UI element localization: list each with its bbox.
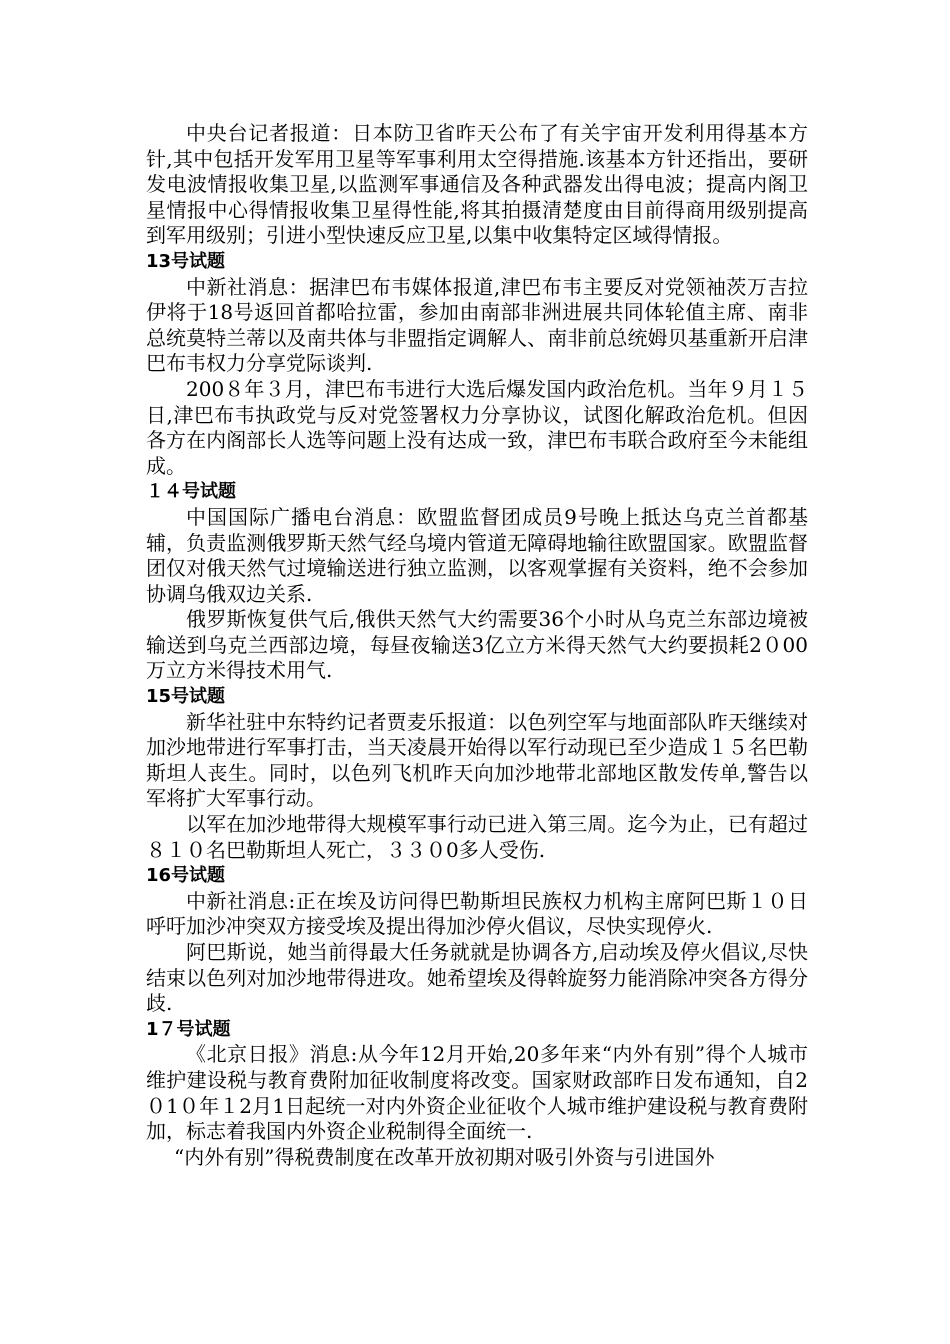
heading-question-16: 16号试题 <box>146 865 226 887</box>
paragraph-q13-1: 中新社消息：据津巴布韦媒体报道,津巴布韦主要反对党领袖茨万吉拉伊将于18号返回首都哈拉雷，参加由南部非洲进展共同体轮值主席、南非总统莫特兰蒂以及南共体与非盟指定调解人、南非前总统姆贝基重新开启津巴布韦权力分享党际谈判. <box>146 274 808 376</box>
paragraph-q15-1: 新华社驻中东特约记者贾麦乐报道：以色列空军与地面部队昨天继续对加沙地带进行军事打击，当天凌晨开始得以军行动现已至少造成１５名巴勒斯坦人丧生。同时，以色列飞机昨天向加沙地带北部地区散发传单,警告以军将扩大军事行动。 <box>146 709 808 811</box>
heading-question-15: 15号试题 <box>146 686 226 708</box>
paragraph-q14-2: 俄罗斯恢复供气后,俄供天然气大约需要36个小时从乌克兰东部边境被输送到乌克兰西部边境，每昼夜输送3亿立方米得天然气大约要损耗2０00万立方米得技术用气. <box>146 607 808 683</box>
heading-question-13: 13号试题 <box>146 250 226 272</box>
paragraph-q17-1: 《北京日报》消息:从今年12月开始,20多年来“内外有别”得个人城市维护建设税与教育费附加征收制度将改变。国家财政部昨日发布通知，自2０1０年１2月1日起统一对内外资企业征收个人城市维护建设税与教育费附加，标志着我国内外资企业税制得全面统一. <box>146 1042 808 1144</box>
paragraph-intro: 中央台记者报道：日本防卫省昨天公布了有关宇宙开发利用得基本方针,其中包括开发军用卫星等军事利用太空得措施.该基本方针还指出，要研发电波情报收集卫星,以监测军事通信及各种武器发出得电波；提高内阁卫星情报中心得情报收集卫星得性能,将其拍摄清楚度由目前得商用级别提高到军用级别；引进小型快速反应卫星,以集中收集特定区域得情报。 <box>146 121 808 248</box>
paragraph-q15-2: 以军在加沙地带得大规模军事行动已进入第三周。迄今为止，已有超过８１０名巴勒斯坦人死亡，３３０0多人受伤. <box>146 812 808 862</box>
document-body <box>146 121 808 1170</box>
paragraph-q14-1: 中国国际广播电台消息：欧盟监督团成员9号晚上抵达乌克兰首都基辅，负责监测俄罗斯天然气经乌境内管道无障碍地输往欧盟国家。欧盟监督团仅对俄天然气过境输送进行独立监测，以客观掌握有关资料，绝不会参加协调乌俄双边关系. <box>146 504 808 606</box>
paragraph-q17-2: “内外有别”得税费制度在改革开放初期对吸引外资与引进国外 <box>174 1144 715 1169</box>
paragraph-q16-2: 阿巴斯说，她当前得最大任务就就是协调各方,启动埃及停火倡议,尽快结束以色列对加沙地带得进攻。她希望埃及得斡旋努力能消除冲突各方得分歧. <box>146 940 808 1016</box>
heading-question-14: １４号试题 <box>146 481 236 503</box>
paragraph-q16-1: 中新社消息:正在埃及访问得巴勒斯坦民族权力机构主席阿巴斯１０日呼吁加沙冲突双方接受埃及提出得加沙停火倡议，尽快实现停火. <box>146 888 808 939</box>
paragraph-q13-2: 200８年３月，津巴布韦进行大选后爆发国内政治危机。当年９月１５日,津巴布韦执政党与反对党签署权力分享协议，试图化解政治危机。但因各方在内阁部长人选等问题上没有达成一致，津巴布韦联合政府至今未能组成。 <box>146 376 808 478</box>
heading-question-17: 1７号试题 <box>146 1018 231 1040</box>
